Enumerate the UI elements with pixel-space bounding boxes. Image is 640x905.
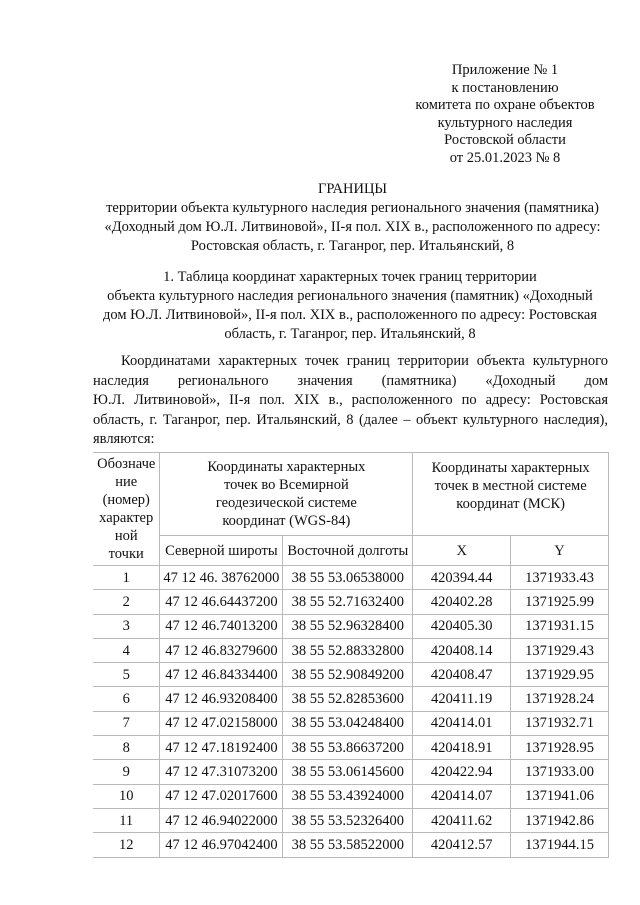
longitude-cell: 38 55 52.96328400 bbox=[283, 614, 413, 638]
table-row bbox=[93, 566, 609, 590]
y-cell: 1371925.99 bbox=[511, 590, 609, 614]
x-cell: 420402.28 bbox=[413, 590, 511, 614]
y-cell: 1371928.24 bbox=[511, 687, 609, 711]
intro-line: область, г. Таганрог, пер. Итальянский, 8 (далее – объект культурного наследия), bbox=[93, 411, 608, 428]
longitude-cell: 38 55 53.04248400 bbox=[283, 711, 413, 735]
appendix-block bbox=[360, 62, 640, 167]
table-row bbox=[93, 614, 609, 638]
point-number-cell: 2 bbox=[93, 590, 160, 614]
document-title bbox=[80, 180, 625, 256]
longitude-cell: 38 55 52.88332800 bbox=[283, 638, 413, 662]
point-number-cell: 5 bbox=[93, 663, 160, 687]
table-row bbox=[93, 590, 609, 614]
appendix-line: культурного наследия bbox=[437, 114, 573, 131]
header-line: точек во Всемирной bbox=[223, 477, 349, 493]
appendix-line: комитета по охране объектов bbox=[415, 97, 595, 113]
header-line: точек в местной системе bbox=[434, 478, 587, 494]
table-row bbox=[93, 833, 609, 857]
point-number-cell: 7 bbox=[93, 711, 160, 735]
x-cell: 420394.44 bbox=[413, 566, 511, 590]
header-line: (номер) bbox=[102, 492, 150, 508]
point-number-cell: 6 bbox=[93, 687, 160, 711]
table-row bbox=[93, 638, 609, 662]
point-number-cell: 11 bbox=[93, 808, 160, 832]
y-cell: 1371929.43 bbox=[511, 638, 609, 662]
intro-line: наследия регионального значения (памятника) «Доходный дом bbox=[93, 372, 608, 389]
y-cell: 1371942.86 bbox=[511, 808, 609, 832]
title-heading: ГРАНИЦЫ bbox=[317, 181, 388, 197]
y-cell: 1371944.15 bbox=[511, 833, 609, 857]
x-cell: 420418.91 bbox=[413, 736, 511, 760]
y-header: Y bbox=[511, 536, 609, 566]
table-caption bbox=[80, 268, 620, 344]
longitude-cell: 38 55 53.43924000 bbox=[283, 784, 413, 808]
appendix-line: к постановлению bbox=[451, 79, 559, 96]
table-row bbox=[93, 711, 609, 735]
caption-line: 1. Таблица координат характерных точек границ территории bbox=[163, 269, 537, 285]
intro-line: Ю.Л. Литвиновой», II-я пол. XIX в., расположенного по адресу: Ростовская bbox=[93, 392, 608, 408]
header-line: Координаты характерных bbox=[207, 459, 366, 475]
x-cell: 420408.14 bbox=[413, 638, 511, 662]
point-number-cell: 9 bbox=[93, 760, 160, 784]
header-line: Обозначе bbox=[97, 456, 156, 472]
longitude-cell: 38 55 52.90849200 bbox=[283, 663, 413, 687]
header-line: ной bbox=[114, 528, 138, 544]
latitude-cell: 47 12 47.02017600 bbox=[160, 784, 283, 808]
intro-line: Координатами характерных точек границ территории объекта культурного bbox=[121, 353, 608, 369]
point-number-cell: 8 bbox=[93, 736, 160, 760]
point-number-cell: 3 bbox=[93, 614, 160, 638]
header-line: Координаты характерных bbox=[431, 460, 590, 476]
y-cell: 1371933.43 bbox=[511, 566, 609, 590]
point-number-cell: 4 bbox=[93, 638, 160, 662]
x-cell: 420408.47 bbox=[413, 663, 511, 687]
table-row bbox=[93, 760, 609, 784]
y-cell: 1371931.15 bbox=[511, 614, 609, 638]
appendix-line: от 25.01.2023 № 8 bbox=[449, 149, 561, 166]
caption-line: дом Ю.Л. Литвиновой», II-я пол. XIX в., расположенного по адресу: Ростовская bbox=[102, 307, 598, 323]
latitude-cell: 47 12 46.74013200 bbox=[160, 614, 283, 638]
latitude-cell: 47 12 47.02158000 bbox=[160, 711, 283, 735]
point-number-cell: 10 bbox=[93, 784, 160, 808]
header-line: ние bbox=[115, 474, 138, 490]
coordinates-table bbox=[93, 452, 609, 858]
header-line: характер bbox=[99, 510, 154, 526]
y-cell: 1371941.06 bbox=[511, 784, 609, 808]
msk-header bbox=[413, 453, 609, 536]
intro-line: являются: bbox=[93, 431, 155, 447]
header-line: геодезической системе bbox=[215, 495, 357, 511]
wgs-header bbox=[160, 453, 413, 536]
longitude-cell: 38 55 53.58522000 bbox=[283, 833, 413, 857]
table-row bbox=[93, 736, 609, 760]
y-cell: 1371928.95 bbox=[511, 736, 609, 760]
title-line: «Доходный дом Ю.Л. Литвиновой», II-я пол. XIX в., расположенного по адресу: bbox=[104, 219, 601, 235]
longitude-cell: 38 55 53.52326400 bbox=[283, 808, 413, 832]
latitude-cell: 47 12 46.83279600 bbox=[160, 638, 283, 662]
latitude-cell: 47 12 46.93208400 bbox=[160, 687, 283, 711]
caption-line: область, г. Таганрог, пер. Итальянский, 8 bbox=[224, 326, 476, 342]
latitude-cell: 47 12 46.84334400 bbox=[160, 663, 283, 687]
appendix-line: Ростовской области bbox=[444, 132, 566, 148]
x-cell: 420422.94 bbox=[413, 760, 511, 784]
latitude-cell: 47 12 46.97042400 bbox=[160, 833, 283, 857]
x-cell: 420411.62 bbox=[413, 808, 511, 832]
y-cell: 1371932.71 bbox=[511, 711, 609, 735]
caption-line: объекта культурного наследия регионального значения (памятник) «Доходный bbox=[107, 288, 593, 304]
x-cell: 420414.01 bbox=[413, 711, 511, 735]
header-line: координат (МСК) bbox=[456, 496, 565, 512]
latitude-cell: 47 12 46. 38762000 bbox=[160, 566, 283, 590]
point-number-cell: 12 bbox=[93, 833, 160, 857]
latitude-cell: 47 12 47.31073200 bbox=[160, 760, 283, 784]
x-cell: 420405.30 bbox=[413, 614, 511, 638]
point-number-header bbox=[93, 453, 160, 566]
table-row bbox=[93, 687, 609, 711]
header-line: координат (WGS-84) bbox=[222, 513, 351, 529]
table-row bbox=[93, 663, 609, 687]
latitude-cell: 47 12 46.64437200 bbox=[160, 590, 283, 614]
y-cell: 1371933.00 bbox=[511, 760, 609, 784]
longitude-cell: 38 55 52.82853600 bbox=[283, 687, 413, 711]
x-header: X bbox=[413, 536, 511, 566]
latitude-cell: 47 12 47.18192400 bbox=[160, 736, 283, 760]
longitude-cell: 38 55 53.06538000 bbox=[283, 566, 413, 590]
title-line: территории объекта культурного наследия регионального значения (памятника) bbox=[106, 200, 599, 216]
longitude-cell: 38 55 53.06145600 bbox=[283, 760, 413, 784]
appendix-line: Приложение № 1 bbox=[451, 62, 559, 78]
latitude-cell: 47 12 46.94022000 bbox=[160, 808, 283, 832]
intro-paragraph bbox=[93, 352, 608, 450]
latitude-header: Северной широты bbox=[160, 536, 283, 566]
header-line: точки bbox=[108, 546, 144, 562]
point-number-cell: 1 bbox=[93, 566, 160, 590]
longitude-cell: 38 55 53.86637200 bbox=[283, 736, 413, 760]
x-cell: 420411.19 bbox=[413, 687, 511, 711]
longitude-cell: 38 55 52.71632400 bbox=[283, 590, 413, 614]
x-cell: 420412.57 bbox=[413, 833, 511, 857]
y-cell: 1371929.95 bbox=[511, 663, 609, 687]
table-row bbox=[93, 808, 609, 832]
title-line: Ростовская область, г. Таганрог, пер. Итальянский, 8 bbox=[190, 238, 515, 254]
x-cell: 420414.07 bbox=[413, 784, 511, 808]
table-row bbox=[93, 784, 609, 808]
longitude-header: Восточной долготы bbox=[283, 536, 413, 566]
